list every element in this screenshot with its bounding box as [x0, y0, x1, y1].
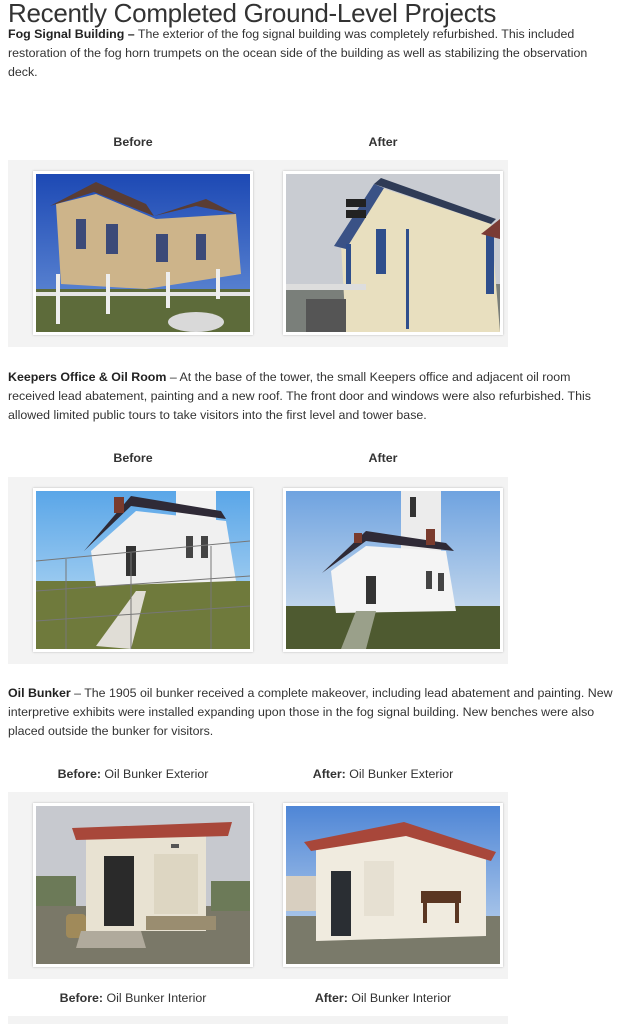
section-heading: Fog Signal Building –: [8, 27, 135, 41]
photo-keepers-office-before[interactable]: [33, 488, 253, 652]
photo-keepers-office-after[interactable]: [283, 488, 503, 652]
caption-text: Oil Bunker Exterior: [104, 767, 209, 781]
caption-text: Oil Bunker Interior: [351, 991, 452, 1005]
section-body: – The 1905 oil bunker received a complete makeover, including lead abatement and painting. New interpretive exhibits were installed expanding upon those in the fog signal building. New benches were also placed outside the bunker for visitors.: [8, 686, 613, 738]
caption-prefix: Before:: [59, 991, 104, 1005]
caption-before-interior: [13, 991, 253, 1005]
photo-oil-bunker-exterior-before[interactable]: [33, 803, 253, 967]
caption-prefix: After:: [314, 991, 348, 1005]
caption-after-exterior: [263, 767, 503, 781]
section-heading: Keepers Office & Oil Room: [8, 370, 167, 384]
caption-after: After: [368, 135, 398, 149]
section-heading: Oil Bunker: [8, 686, 71, 700]
caption-before: Before: [113, 135, 153, 149]
gallery-oil-bunker-interior: [8, 1016, 508, 1024]
caption-prefix: After:: [312, 767, 346, 781]
section-fog-signal-text: [8, 25, 620, 82]
section-body: The exterior of the fog signal building was completely refurbished. This included restoration of the fog horn trumpets on the ocean side of the building as well as stabilizing the observation deck.: [8, 27, 588, 79]
caption-after-interior: [263, 991, 503, 1005]
caption-before: Before: [113, 451, 153, 465]
section-body: – At the base of the tower, the small Keepers office and adjacent oil room received lead abatement, painting and a new roof. The front door and windows were also refurbished. This allowed limited public tours to take visitors into the first level and tower base.: [8, 370, 591, 422]
caption-prefix: Before:: [57, 767, 101, 781]
gallery-oil-bunker-exterior: [8, 792, 508, 979]
caption-before-exterior: [13, 767, 253, 781]
gallery-keepers-office: [8, 477, 508, 664]
caption-after: After: [368, 451, 398, 465]
caption-text: Oil Bunker Interior: [106, 991, 207, 1005]
section-keepers-office-text: [8, 368, 620, 425]
page-title: Recently Completed Ground-Level Projects: [8, 0, 497, 28]
gallery-fog-signal: [8, 160, 508, 347]
photo-fog-signal-before[interactable]: [33, 171, 253, 335]
caption-text: Oil Bunker Exterior: [349, 767, 454, 781]
section-oil-bunker-text: [8, 684, 620, 741]
photo-fog-signal-after[interactable]: [283, 171, 503, 335]
photo-oil-bunker-exterior-after[interactable]: [283, 803, 503, 967]
